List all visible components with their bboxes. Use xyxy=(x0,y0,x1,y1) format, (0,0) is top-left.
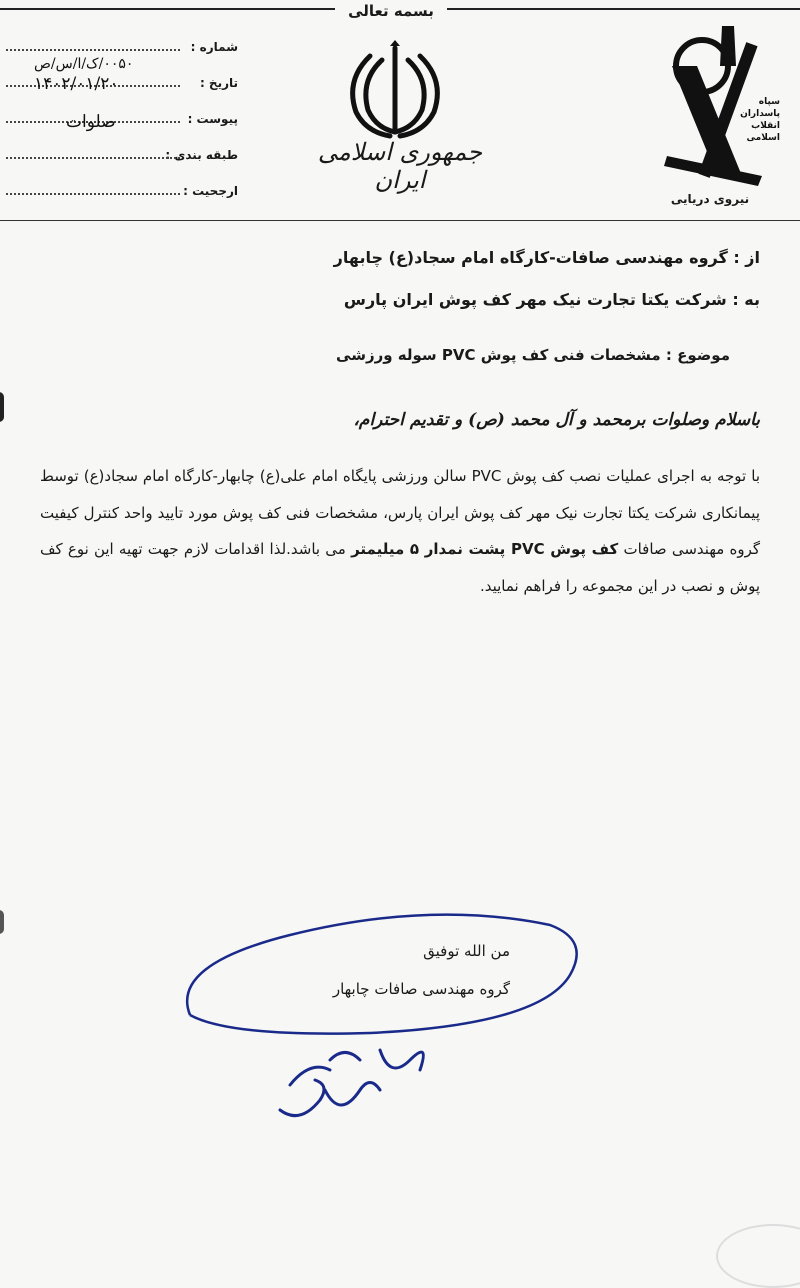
letter-attachment-value: صلوات xyxy=(66,112,116,132)
scan-edge-mark xyxy=(0,910,4,934)
dotted-line xyxy=(6,193,180,195)
letter-greeting: باسلام وصلوات برمحمد و آل محمد (ص) و تقدیم احترام، xyxy=(353,410,760,430)
letter-subject: موضوع : مشخصات فنی کف پوش PVC سوله ورزشی xyxy=(336,346,730,364)
logo-caption: نیروی دریایی xyxy=(670,192,750,206)
body-text-bold: کف پوش PVC پشت نمدار ۵ میلیمتر xyxy=(351,540,619,558)
svg-text:پاسداران: پاسداران xyxy=(740,109,780,119)
closing-line-1: من الله توفیق xyxy=(423,942,510,960)
svg-text:انقلاب: انقلاب xyxy=(751,121,780,131)
body-text-part1: با توجه به اجرای عملیات نصب کف پوش PVC سالن ورزشی پایگاه امام علی(ع) چابهار-کارگاه امام سجاد(ع) توسط پیمانکاری شرکت یکتا تجارت نیک مهر کف پوش ایران پارس، مشخصات فنی کف پوش مورد تایید واحد کنترل کیفیت گروه مهندسی صافات xyxy=(40,467,760,558)
letter-number-value: ۰۰۵۰/ک/ا/س/ص xyxy=(34,56,134,72)
meta-date-label: تاریخ : xyxy=(199,76,238,90)
dotted-line xyxy=(6,49,180,51)
handwritten-signature xyxy=(270,1030,440,1130)
meta-priority-row xyxy=(6,180,238,216)
letter-date-value: ۱۴۰۲/۰۱/۲۰ xyxy=(34,74,119,94)
meta-attachment-label: پیوست : xyxy=(187,112,238,126)
meta-number-label: شماره : xyxy=(190,40,238,54)
meta-classification-row xyxy=(6,144,238,180)
header-rule xyxy=(0,220,800,221)
letter-meta xyxy=(6,36,238,216)
scan-corner-mark xyxy=(716,1224,800,1288)
emblem-caption: جمهوری اسلامی ایران xyxy=(317,138,483,194)
body-text-part2: می باشد.لذا اقدامات لازم جهت تهیه این نوع کف پوش و نصب در این مجموعه را فراهم نمایید. xyxy=(40,540,760,595)
meta-classification-label: طبقه بندی : xyxy=(165,148,238,162)
meta-attachment-row xyxy=(6,108,238,144)
svg-text:سپاه: سپاه xyxy=(758,97,780,107)
letter-body xyxy=(40,458,760,604)
iran-emblem-icon xyxy=(340,40,450,140)
meta-priority-label: ارجحیت : xyxy=(183,184,238,198)
dotted-line xyxy=(6,157,180,159)
basmala: بسمه تعالی xyxy=(335,2,447,20)
svg-text:اسلامی: اسلامی xyxy=(746,133,780,143)
scan-edge-mark xyxy=(0,392,4,422)
irgc-logo-icon xyxy=(662,26,782,196)
closing-line-2: گروه مهندسی صافات چابهار xyxy=(332,980,510,998)
letter-to: به : شرکت یکتا تجارت نیک مهر کف پوش ایران پارس xyxy=(343,290,760,309)
letter-closing xyxy=(333,932,510,1008)
letter-from: از : گروه مهندسی صافات-کارگاه امام سجاد(ع) چابهار xyxy=(333,248,760,267)
